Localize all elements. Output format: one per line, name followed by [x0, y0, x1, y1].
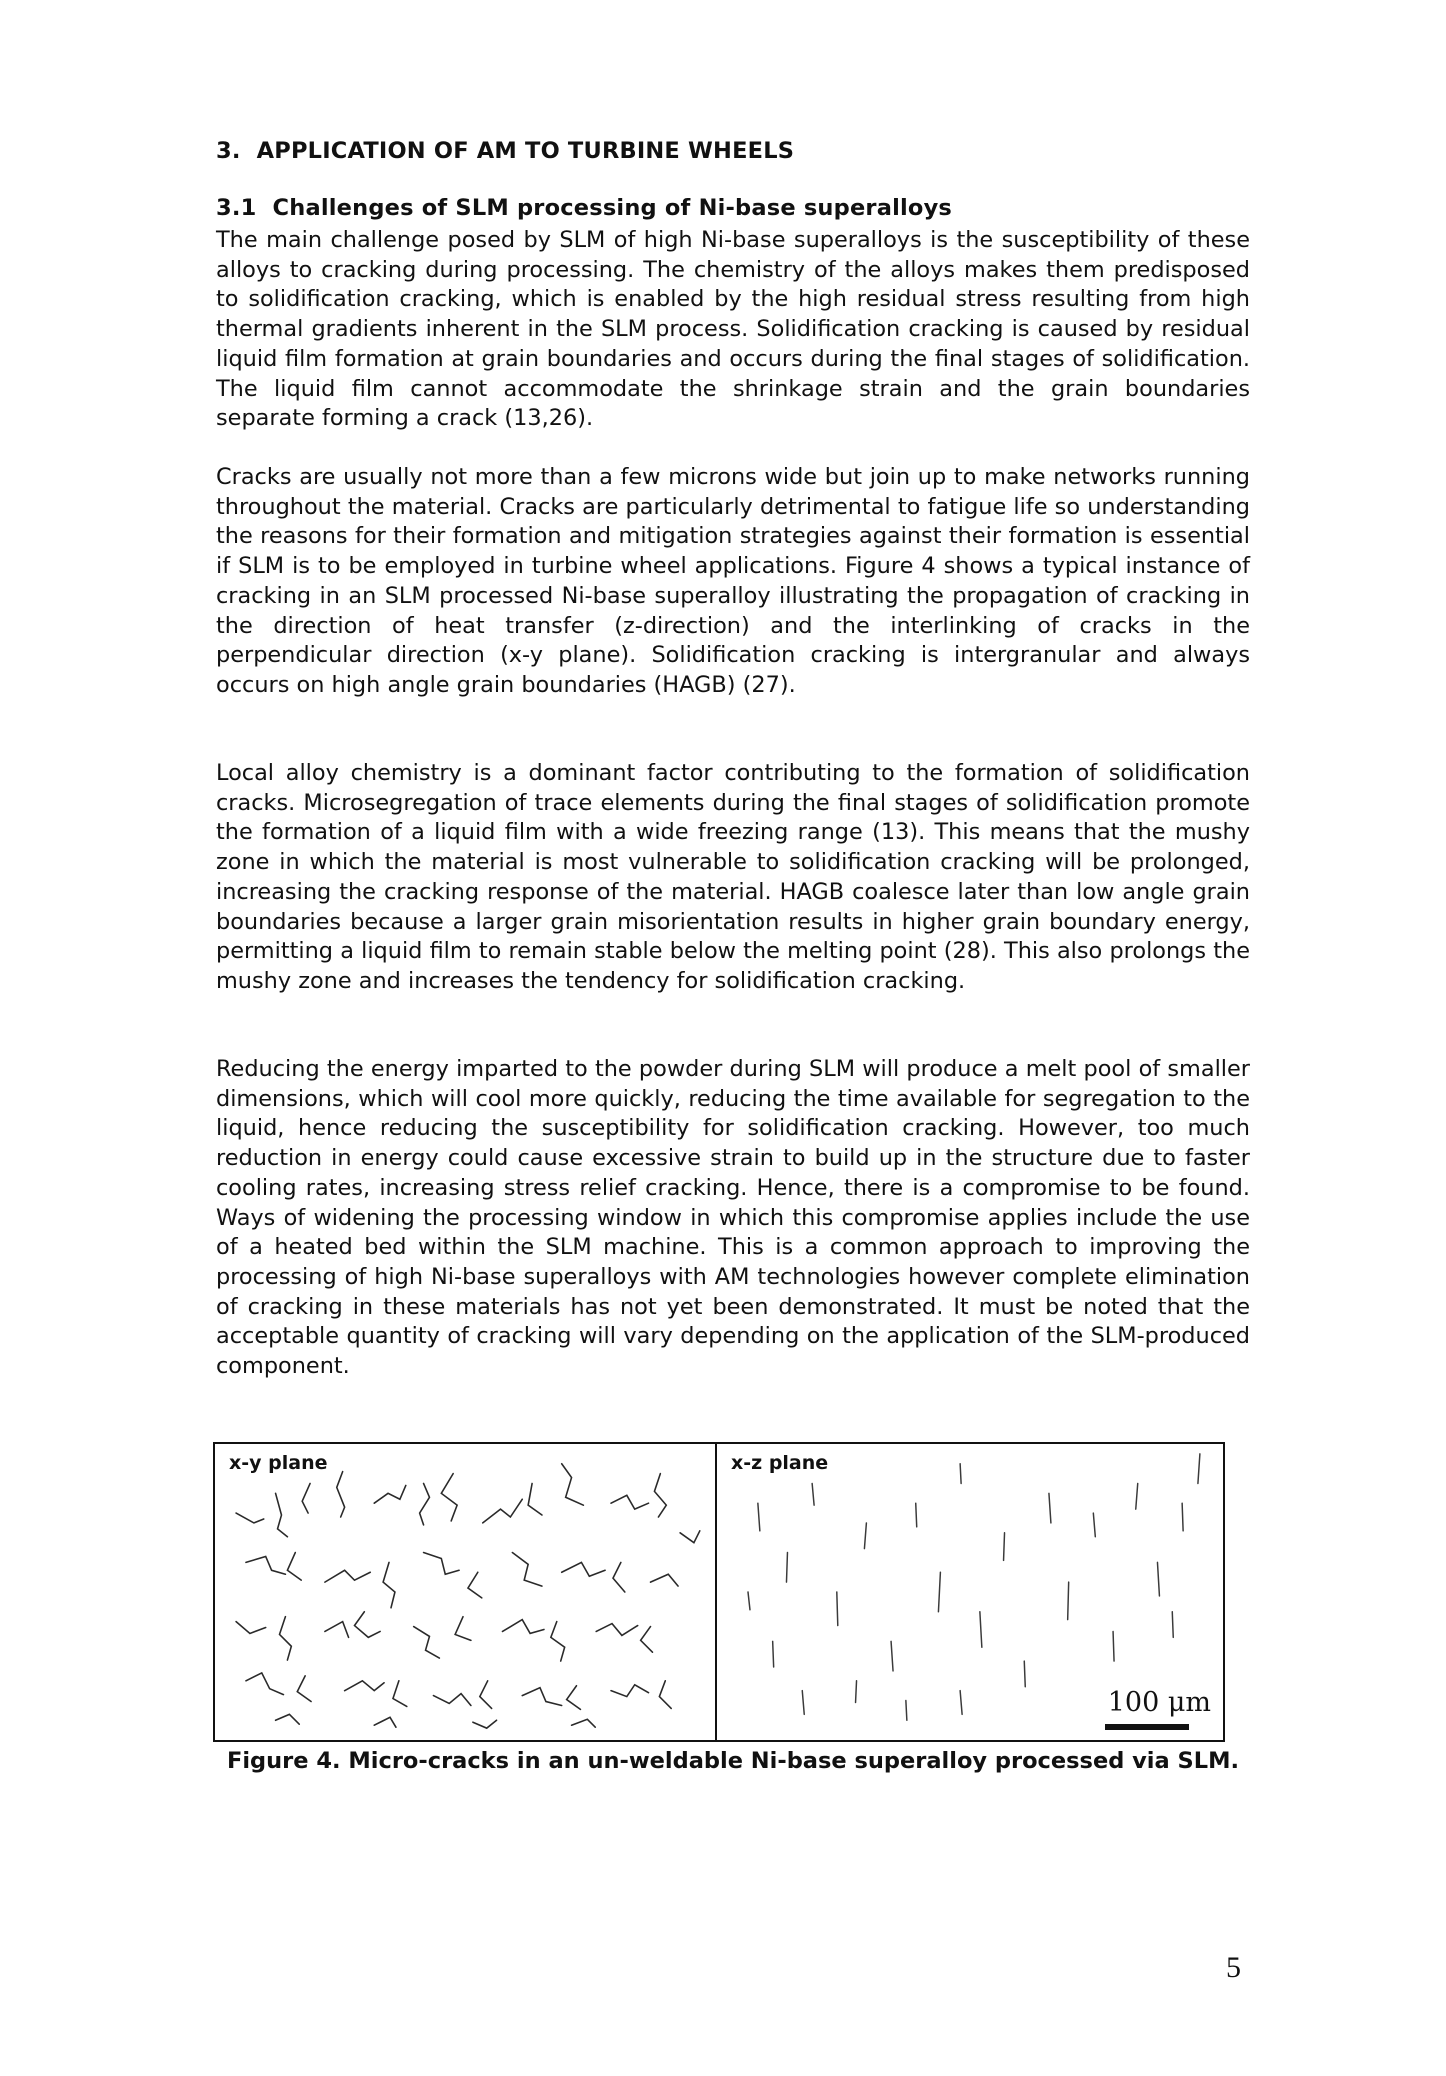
paragraph-2: Cracks are usually not more than a few microns wide but join up to make networks running throughout the material. Cracks are particularly detrimental to fatigue life so understanding the reasons for their formation and mitigation strategies against their formation is essential if SLM is to be employed in turbine wheel applications. Figure 4 shows a typical instance of cracking in an SLM processed Ni-base superalloy illustrating the propagation of cracking in the direction of heat transfer (z-direction) and the interlinking of cracks in the perpendicular direction (x-y plane). Solidification cracking is intergranular and always occurs on high angle grain boundaries (HAGB) (27). [216, 464, 1250, 698]
subsection-heading: 3.1 Challenges of SLM processing of Ni-base superalloys [216, 195, 953, 221]
panel-label-xz: x-z plane [731, 1452, 829, 1474]
figure-caption: Figure 4. Micro-cracks in an un-weldable Ni-base superalloy processed via SLM. [226, 1748, 1240, 1774]
micrograph-xy-plane [213, 1442, 717, 1742]
crack-network-xy [215, 1444, 715, 1740]
scale-bar-label: 100 μm [1107, 1687, 1211, 1718]
paragraph-4: Reducing the energy imparted to the powder during SLM will produce a melt pool of smaller dimensions, which will cool more quickly, reducing the time available for segregation to the liquid, hence reducing the susceptibility for solidification cracking. However, too much reduction in energy could cause excessive strain to build up in the structure due to faster cooling rates, increasing stress relief cracking. Hence, there is a compromise to be found. Ways of widening the processing window in which this compromise applies include the use of a heated bed within the SLM machine. This is a common approach to improving the processing of high Ni-base superalloys with AM technologies however complete elimination of cracking in these materials has not yet been demonstrated. It must be noted that the acceptable quantity of cracking will vary depending on the application of the SLM-produced component. [216, 1056, 1250, 1380]
page-number: 5 [1226, 1951, 1241, 1984]
scale-bar [1105, 1724, 1189, 1730]
panel-label-xy: x-y plane [229, 1452, 328, 1474]
micrograph-xz-plane [715, 1442, 1225, 1742]
paragraph-3: Local alloy chemistry is a dominant factor contributing to the formation of solidification cracks. Microsegregation of trace elements during the final stages of solidification promote the formation of a liquid film with a wide freezing range (13). This means that the mushy zone in which the material is most vulnerable to solidification cracking will be prolonged, increasing the cracking response of the material. HAGB coalesce later than low angle grain boundaries because a larger grain misorientation results in higher grain boundary energy, permitting a liquid film to remain stable below the melting point (28). This also prolongs the mushy zone and increases the tendency for solidification cracking. [216, 760, 1250, 994]
paragraph-1: The main challenge posed by SLM of high Ni-base superalloys is the susceptibility of these alloys to cracking during processing. The chemistry of the alloys makes them predisposed to solidification cracking, which is enabled by the high residual stress resulting from high thermal gradients inherent in the SLM process. Solidification cracking is caused by residual liquid film formation at grain boundaries and occurs during the final stages of solidification. The liquid film cannot accommodate the shrinkage strain and the grain boundaries separate forming a crack (13,26). [216, 227, 1250, 432]
figure-4 [213, 1442, 1225, 1742]
section-heading: 3. APPLICATION OF AM TO TURBINE WHEELS [216, 138, 795, 164]
